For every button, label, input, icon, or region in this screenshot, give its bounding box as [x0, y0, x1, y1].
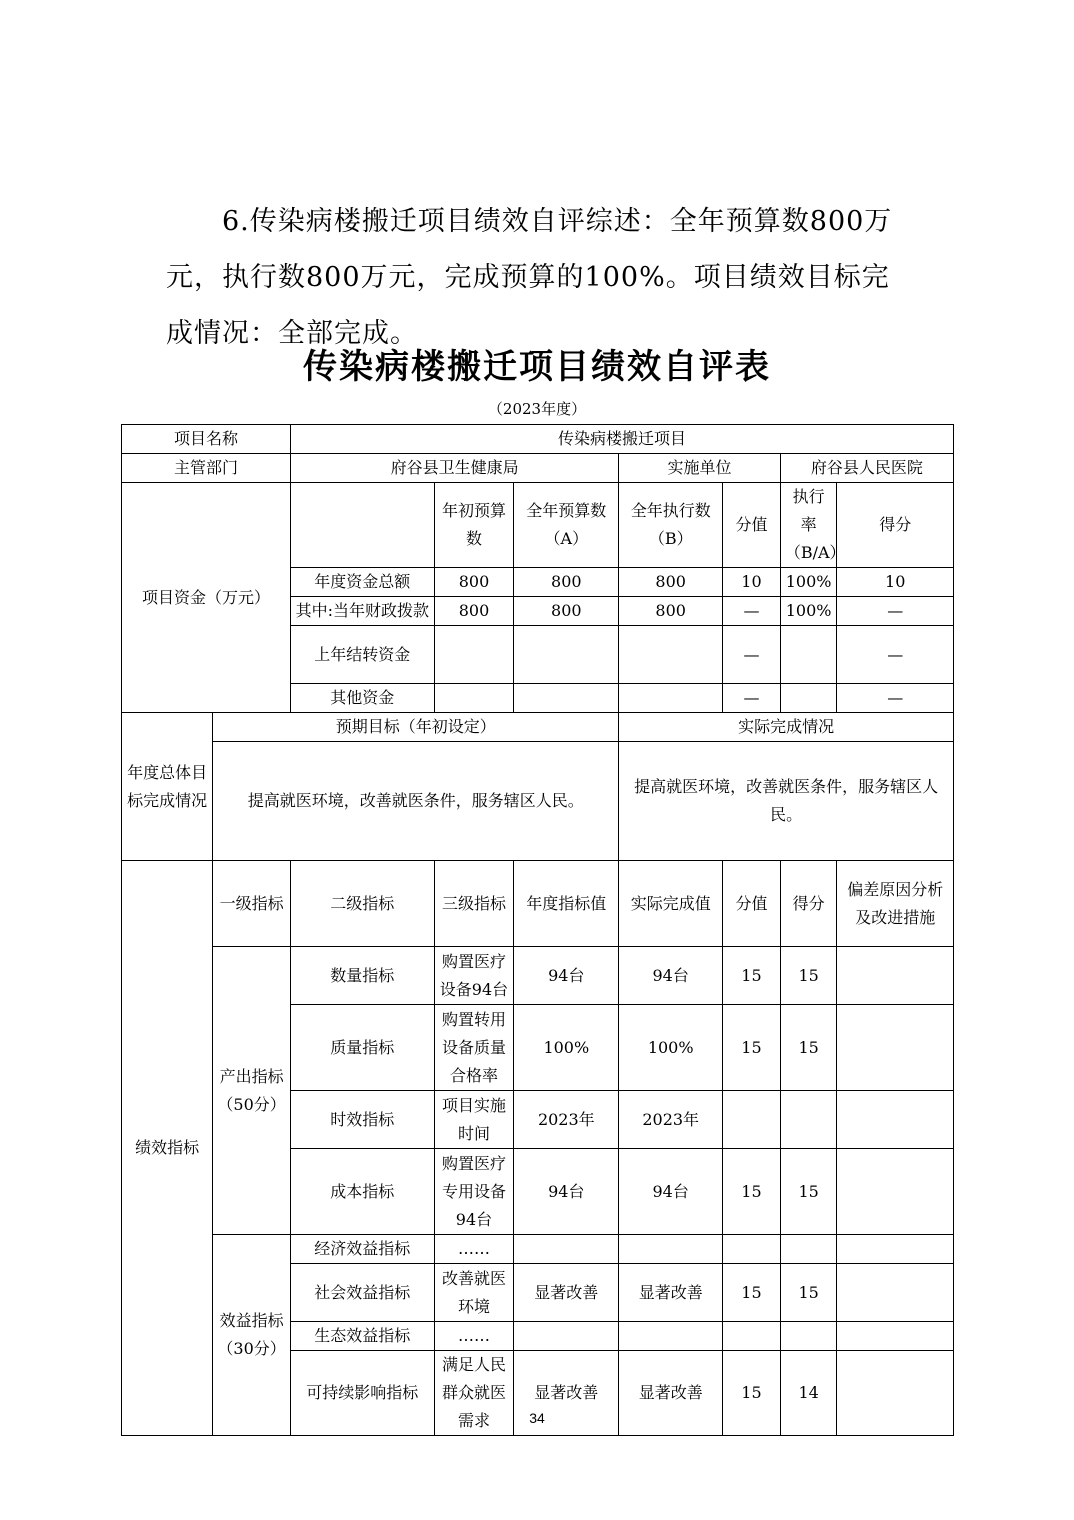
fund-executed: 800	[619, 568, 723, 597]
fund-row-label: 年度资金总额	[290, 568, 434, 597]
fund-header-score: 得分	[837, 483, 954, 568]
fund-weight: —	[723, 597, 781, 626]
output-group-label: 产出指标（50分）	[213, 947, 291, 1235]
expected-goal-label: 预期目标（年初设定）	[213, 713, 619, 742]
indicator-weight: 15	[723, 1351, 781, 1436]
indicator-actual: 显著改善	[619, 1264, 723, 1322]
fund-header-budget: 全年预算数（A）	[514, 483, 619, 568]
fund-weight: —	[723, 626, 781, 684]
perf-header-target: 年度指标值	[514, 861, 619, 947]
indicator-actual: 2023年	[619, 1091, 723, 1149]
indicator-weight	[723, 1091, 781, 1149]
indicator-score	[780, 1235, 837, 1264]
fund-rate: 100%	[780, 597, 837, 626]
indicator-score	[780, 1322, 837, 1351]
indicator-score: 14	[780, 1351, 837, 1436]
indicator-level2: 生态效益指标	[290, 1322, 434, 1351]
fund-initial	[434, 626, 514, 684]
performance-table	[121, 424, 954, 1436]
row-goals-content	[122, 742, 954, 861]
fund-budget	[514, 684, 619, 713]
perf-label: 绩效指标	[122, 861, 213, 1436]
table-subtitle: （2023年度）	[487, 400, 587, 418]
fund-rate	[780, 626, 837, 684]
indicator-weight: 15	[723, 1149, 781, 1235]
row-perf-header	[122, 861, 954, 947]
indicator-actual: 100%	[619, 1005, 723, 1091]
indicator-weight	[723, 1235, 781, 1264]
indicator-level2: 时效指标	[290, 1091, 434, 1149]
fund-initial: 800	[434, 568, 514, 597]
fund-rate	[780, 684, 837, 713]
indicator-note	[837, 1322, 954, 1351]
indicator-level2: 社会效益指标	[290, 1264, 434, 1322]
indicator-score: 15	[780, 947, 837, 1005]
fund-weight: 10	[723, 568, 781, 597]
indicator-actual	[619, 1235, 723, 1264]
indicator-level2: 可持续影响指标	[290, 1351, 434, 1436]
indicator-level2: 经济效益指标	[290, 1235, 434, 1264]
indicator-actual: 显著改善	[619, 1351, 723, 1436]
impl-label: 实施单位	[619, 454, 781, 483]
expected-goal-text: 提高就医环境，改善就医条件，服务辖区人民。	[213, 742, 619, 861]
fund-score: —	[837, 597, 954, 626]
fund-header-weight: 分值	[723, 483, 781, 568]
indicator-actual: 94台	[619, 1149, 723, 1235]
perf-header-score: 得分	[780, 861, 837, 947]
indicator-level3: 改善就医环境	[434, 1264, 514, 1322]
indicator-level3: ……	[434, 1322, 514, 1351]
dept-value: 府谷县卫生健康局	[290, 454, 618, 483]
indicator-level2: 成本指标	[290, 1149, 434, 1235]
indicator-level3: ……	[434, 1235, 514, 1264]
intro-paragraph	[166, 194, 916, 362]
project-name-label: 项目名称	[122, 425, 291, 454]
perf-header-note: 偏差原因分析及改进措施	[837, 861, 954, 947]
indicator-score	[780, 1091, 837, 1149]
fund-initial	[434, 684, 514, 713]
fund-header-rate: 执行率（B/A）	[780, 483, 837, 568]
indicator-level3: 项目实施时间	[434, 1091, 514, 1149]
perf-header-level1: 一级指标	[213, 861, 291, 947]
project-name-value: 传染病楼搬迁项目	[290, 425, 953, 454]
table-title: 传染病楼搬迁项目绩效自评表	[303, 347, 771, 387]
indicator-level3: 满足人民群众就医需求	[434, 1351, 514, 1436]
perf-header-actual: 实际完成值	[619, 861, 723, 947]
indicator-target: 显著改善	[514, 1264, 619, 1322]
row-fund-header	[122, 483, 954, 568]
indicator-row	[122, 1235, 954, 1264]
indicator-note	[837, 947, 954, 1005]
fund-budget: 800	[514, 568, 619, 597]
row-project-name	[122, 425, 954, 454]
fund-row-label: 其他资金	[290, 684, 434, 713]
impl-value: 府谷县人民医院	[780, 454, 953, 483]
indicator-weight: 15	[723, 947, 781, 1005]
indicator-target: 100%	[514, 1005, 619, 1091]
fund-executed	[619, 684, 723, 713]
fund-row-label: 其中:当年财政拨款	[290, 597, 434, 626]
fund-header-executed: 全年执行数（B）	[619, 483, 723, 568]
benefit-group-label: 效益指标（30分）	[213, 1235, 291, 1436]
fund-budget	[514, 626, 619, 684]
fund-initial: 800	[434, 597, 514, 626]
intro-text: 6.传染病楼搬迁项目绩效自评综述：全年预算数800万元，执行数800万元，完成预算的100%。项目绩效目标完成情况：全部完成。	[166, 206, 893, 349]
indicator-level2: 质量指标	[290, 1005, 434, 1091]
row-department	[122, 454, 954, 483]
indicator-weight	[723, 1322, 781, 1351]
fund-weight: —	[723, 684, 781, 713]
indicator-note	[837, 1005, 954, 1091]
indicator-target: 94台	[514, 1149, 619, 1235]
fund-executed: 800	[619, 597, 723, 626]
perf-header-level3: 三级指标	[434, 861, 514, 947]
fund-rate: 100%	[780, 568, 837, 597]
indicator-level3: 购置转用设备质量合格率	[434, 1005, 514, 1091]
indicator-score: 15	[780, 1005, 837, 1091]
fund-executed	[619, 626, 723, 684]
actual-result-text: 提高就医环境，改善就医条件，服务辖区人民。	[619, 742, 954, 861]
indicator-note	[837, 1235, 954, 1264]
fund-score: 10	[837, 568, 954, 597]
goals-label: 年度总体目标完成情况	[122, 713, 213, 861]
indicator-weight: 15	[723, 1005, 781, 1091]
fund-header-initial: 年初预算数	[434, 483, 514, 568]
indicator-target	[514, 1235, 619, 1264]
fund-score: —	[837, 684, 954, 713]
indicator-level3: 购置医疗设备94台	[434, 947, 514, 1005]
indicator-target: 94台	[514, 947, 619, 1005]
indicator-actual	[619, 1322, 723, 1351]
indicator-level2: 数量指标	[290, 947, 434, 1005]
indicator-target: 2023年	[514, 1091, 619, 1149]
indicator-note	[837, 1149, 954, 1235]
indicator-target	[514, 1322, 619, 1351]
perf-header-weight: 分值	[723, 861, 781, 947]
indicator-note	[837, 1264, 954, 1322]
fund-budget: 800	[514, 597, 619, 626]
fund-score: —	[837, 626, 954, 684]
indicator-actual: 94台	[619, 947, 723, 1005]
row-goals-header	[122, 713, 954, 742]
indicator-weight: 15	[723, 1264, 781, 1322]
funds-label: 项目资金（万元）	[122, 483, 291, 713]
actual-result-label: 实际完成情况	[619, 713, 954, 742]
page-number: 34	[529, 1410, 545, 1426]
indicator-note	[837, 1091, 954, 1149]
indicator-score: 15	[780, 1149, 837, 1235]
indicator-row	[122, 947, 954, 1005]
perf-header-level2: 二级指标	[290, 861, 434, 947]
dept-label: 主管部门	[122, 454, 291, 483]
indicator-target: 显著改善	[514, 1351, 619, 1436]
indicator-level3: 购置医疗专用设备94台	[434, 1149, 514, 1235]
fund-header-blank	[290, 483, 434, 568]
fund-row-label: 上年结转资金	[290, 626, 434, 684]
indicator-score: 15	[780, 1264, 837, 1322]
